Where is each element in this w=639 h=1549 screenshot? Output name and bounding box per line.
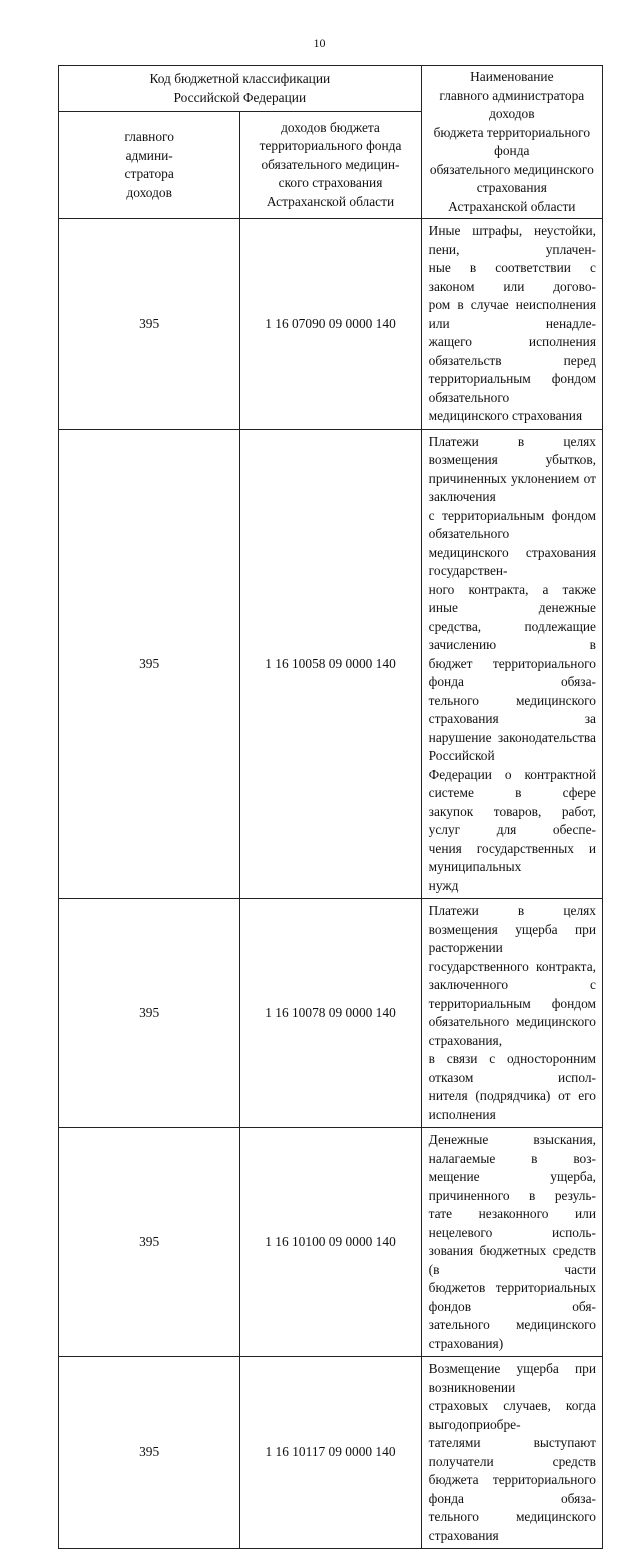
income-name-line: расторжении государственного контракта, [428, 940, 596, 974]
table-row [59, 899, 603, 1128]
header-name-line: Наименование [470, 69, 554, 84]
income-code-cell: 1 16 10058 09 0000 140 [240, 429, 421, 899]
income-name-line: Иные штрафы, неустойки, пени, уплачен- [428, 223, 596, 257]
income-name-line: нителя (подрядчика) от его исполнения [428, 1088, 596, 1122]
income-name-line: Платежи в целях возмещения ущерба при [428, 903, 596, 937]
income-name-line: тельного медицинского страхования [428, 1509, 596, 1543]
income-name-line: территориальным фондом обязательного [428, 371, 596, 405]
income-code-cell: 1 16 10078 09 0000 140 [240, 899, 421, 1128]
header-admin-line: доходов [126, 184, 172, 200]
income-name-cell [421, 1128, 602, 1357]
income-name-line: тате незаконного или нецелевого исполь- [428, 1206, 596, 1240]
income-code-cell: 1 16 10117 09 0000 140 [240, 1357, 421, 1549]
header-name-line: обязательного медицинского страхования [429, 161, 594, 195]
header-income-line: Астраханской области [266, 193, 395, 209]
header-group-line-2: Российской Федерации [173, 89, 307, 105]
income-name-line: Платежи в целях возмещения убытков, [428, 433, 596, 467]
income-name-line: тельного медицинского страхования за [428, 692, 596, 726]
income-name-cell [421, 1357, 602, 1549]
admin-code-cell: 395 [59, 899, 240, 1128]
income-name-cell [421, 429, 602, 899]
header-admin-line: админи- [125, 147, 173, 163]
income-name-cell [421, 899, 602, 1128]
income-name-line: тателями выступают получатели средств [428, 1435, 596, 1469]
income-name-line: бюджет территориального фонда обяза- [428, 655, 596, 689]
header-group-line-1: Код бюджетной классификации [149, 71, 331, 87]
header-admin-line: стратора [124, 166, 174, 182]
header-income-line: территориального фонда [259, 138, 402, 154]
header-name-line: Астраханской области [448, 198, 576, 214]
income-name-line: причиненных уклонением от заключения [428, 470, 596, 504]
admin-code-cell: 395 [59, 1357, 240, 1549]
income-name-cell [421, 219, 602, 430]
admin-code-cell: 395 [59, 219, 240, 430]
income-name-line: ного контракта, а также иные денежные [428, 581, 596, 615]
income-name-line: страховых случаев, когда выгодоприобре- [428, 1398, 596, 1432]
header-name-line: главного администратора доходов [439, 87, 585, 121]
budget-classification-table [58, 65, 603, 1549]
admin-code-cell: 395 [59, 429, 240, 899]
income-code-cell: 1 16 10100 09 0000 140 [240, 1128, 421, 1357]
income-name-line: зательного медицинского страхования) [428, 1317, 596, 1351]
income-name-line: обязательного медицинского страхования, [428, 1014, 596, 1048]
income-name-line: чения государственных и муниципальных [428, 840, 596, 874]
header-name-column [421, 66, 602, 219]
table-row [59, 429, 603, 899]
table-row [59, 1128, 603, 1357]
income-name-line: нужд [428, 877, 459, 893]
income-name-line: бюджетов территориальных фондов обя- [428, 1280, 596, 1314]
income-name-line: ные в соответствии с законом или догово- [428, 260, 596, 294]
income-code-cell: 1 16 07090 09 0000 140 [240, 219, 421, 430]
income-name-line: мещение ущерба, причиненного в резуль- [428, 1169, 596, 1203]
header-row-group [59, 66, 603, 112]
header-budget-code-group [59, 66, 422, 112]
table-row [59, 219, 603, 430]
header-admin-line: главного [124, 129, 174, 145]
income-name-line: Денежные взыскания, налагаемые в воз- [428, 1132, 596, 1166]
income-name-line: медицинского страхования государствен- [428, 544, 596, 578]
income-name-line: бюджета территориального фонда обяза- [428, 1472, 596, 1506]
income-name-line: Федерации о контрактной системе в сфере [428, 766, 596, 800]
header-admin-column [59, 112, 240, 219]
income-name-line: заключенного с территориальным фондом [428, 977, 596, 1011]
admin-code-cell: 395 [59, 1128, 240, 1357]
income-name-line: Возмещение ущерба при возникновении [428, 1361, 596, 1395]
income-name-line: медицинского страхования [428, 408, 583, 423]
header-name-line: бюджета территориального фонда [433, 124, 591, 158]
income-name-line: жащего исполнения обязательств перед [428, 334, 596, 368]
income-name-line: нарушение законодательства Российской [428, 729, 596, 763]
header-income-line: доходов бюджета [281, 119, 380, 135]
income-name-line: закупок товаров, работ, услуг для обеспе- [428, 803, 596, 837]
income-name-line: зования бюджетных средств (в части [428, 1243, 596, 1277]
income-name-line: средства, подлежащие зачислению в [428, 618, 596, 652]
header-income-column [240, 112, 421, 219]
page-number: 10 [313, 36, 326, 50]
header-income-line: ского страхования [278, 175, 383, 191]
income-name-line: ром в случае неисполнения или ненадле- [428, 297, 596, 331]
header-income-line: обязательного медицин- [261, 156, 400, 172]
income-name-line: с территориальным фондом обязательного [428, 507, 596, 541]
income-name-line: в связи с односторонним отказом испол- [428, 1051, 596, 1085]
table-row [59, 1357, 603, 1549]
